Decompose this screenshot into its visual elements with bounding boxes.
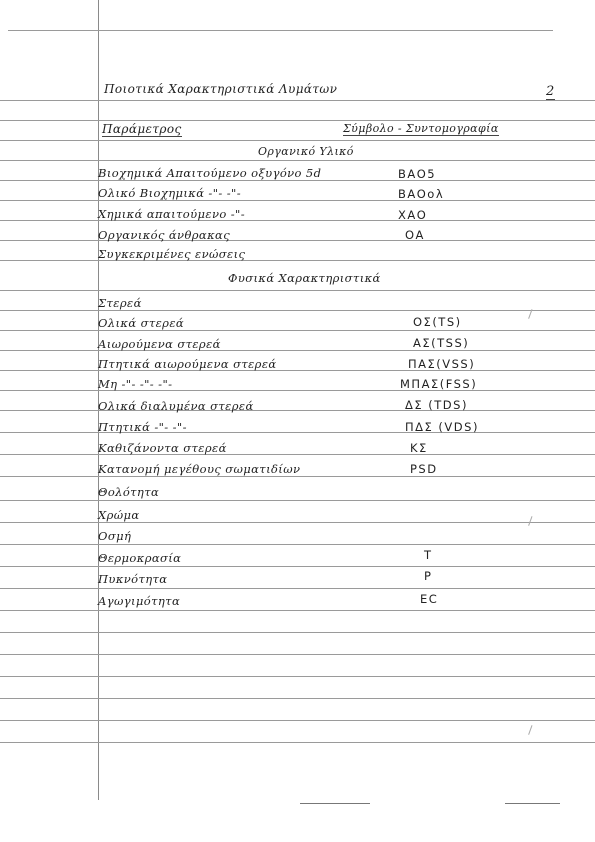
row-label: Οργανικός άνθρακας [98,228,231,242]
row-label: Πυκνότητα [98,572,168,586]
row-symbol: ΒΑΟολ [398,187,445,201]
row-symbol: ΧΑΟ [398,208,428,222]
section-organic-heading: Οργανικό Υλικό [258,145,354,158]
ruled-line [0,544,595,545]
ruled-line [0,240,595,241]
row-label: Πτητικά αιωρούμενα στερεά [98,357,277,371]
ruled-line [0,290,595,291]
ruled-line [0,742,595,743]
row-label: Ολικό Βιοχημικά -"- -"- [98,186,242,200]
ruled-line [0,476,595,477]
ruled-line [505,803,560,804]
ruled-line [0,566,595,567]
ruled-line [0,200,595,201]
ruled-line [0,330,595,331]
margin-mark [523,723,533,735]
row-symbol: ΑΣ(TSS) [413,336,470,350]
row-symbol: ΒΑΟ5 [398,167,437,181]
row-label: Κατανομή μεγέθους σωματιδίων [98,462,301,476]
row-label: Θερμοκρασία [98,551,182,565]
row-label: Μη -"- -"- -"- [98,377,173,391]
ruled-line [300,803,370,804]
ruled-line [0,310,595,311]
ruled-line [0,654,595,655]
ruled-line [0,500,595,501]
row-label: Ολικά στερεά [98,316,185,330]
row-label: Θολότητα [98,485,160,499]
ruled-line [0,588,595,589]
row-symbol: ΠΔΣ (VDS) [405,420,479,434]
ruled-line [0,632,595,633]
ruled-line [0,610,595,611]
row-label: Ολικά διαλυμένα στερεά [98,399,254,413]
row-symbol: PSD [410,462,438,476]
ruled-line [0,432,595,433]
ruled-line [8,30,553,31]
row-symbol: ΟΣ(TS) [413,315,462,329]
row-label: Χημικά απαιτούμενο -"- [98,207,245,221]
row-symbol: ΔΣ (TDS) [405,398,468,412]
header-symbol: Σύμβολο - Συντομογραφία [343,122,499,135]
row-label: Στερεά [98,296,142,310]
row-symbol: T [424,548,433,562]
ruled-line [0,676,595,677]
ruled-line [0,180,595,181]
ruled-line [0,370,595,371]
row-symbol: ΠΑΣ(VSS) [408,357,476,371]
row-label: Καθιζάνοντα στερεά [98,441,227,455]
row-label: Συγκεκριμένες ενώσεις [98,247,246,261]
ruled-line [0,410,595,411]
margin-mark [523,307,533,319]
header-parameter: Παράμετρος [102,122,182,136]
row-label: Αγωγιμότητα [98,594,181,608]
section-physical-heading: Φυσικά Χαρακτηριστικά [228,271,381,285]
row-label: Οσμή [98,529,132,543]
page-title: Ποιοτικά Χαρακτηριστικά Λυμάτων [104,82,338,96]
margin-mark [523,514,533,526]
ruled-line [0,522,595,523]
row-symbol: ΜΠΑΣ(FSS) [400,377,478,391]
ruled-line [0,698,595,699]
ruled-line [0,260,595,261]
ruled-line [0,220,595,221]
ruled-line [0,120,595,121]
row-symbol: EC [420,592,439,606]
ruled-line [0,100,595,101]
row-label: Αιωρούμενα στερεά [98,337,221,351]
ruled-line [0,350,595,351]
page-number: 2 [546,84,555,99]
row-symbol: ΚΣ [410,441,428,455]
ruled-line [0,140,595,141]
row-symbol: ΟΑ [405,228,425,242]
row-label: Χρώμα [98,508,140,522]
row-symbol: P [424,569,433,583]
ruled-line [0,160,595,161]
row-label: Πτητικά -"- -"- [98,420,187,434]
row-label: Βιοχημικά Απαιτούμενο οξυγόνο 5d [98,166,322,180]
ruled-line [0,390,595,391]
ruled-line [0,454,595,455]
ruled-line [0,720,595,721]
